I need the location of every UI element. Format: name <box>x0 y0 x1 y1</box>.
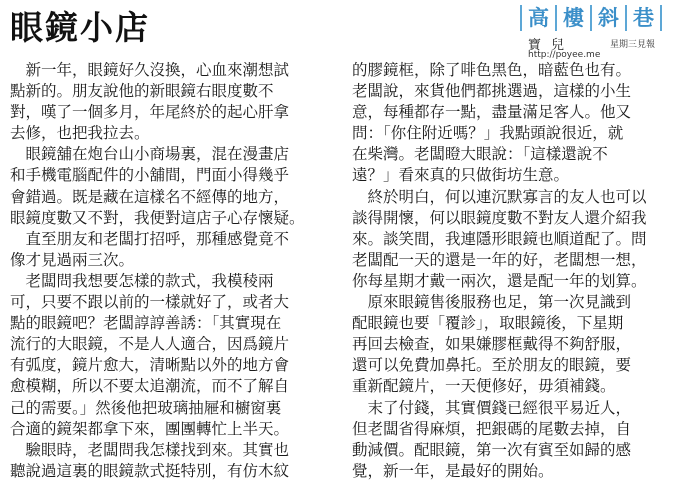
author-url: http://poyee.me <box>528 50 601 60</box>
text-line: 流行的大眼鏡，不是人人適合，因爲鏡片 <box>10 335 290 354</box>
column-name-char: 斜 <box>598 6 619 30</box>
text-line: 再回去檢查，如果嫌膠框戴得不夠舒服， <box>352 335 632 354</box>
text-line: 配眼鏡也要「覆診」，取眼鏡後，下星期 <box>352 314 624 333</box>
right-text-column <box>352 60 676 482</box>
text-line: 點新的。朋友說他的新眼鏡右眼度數不 <box>10 82 274 101</box>
text-line: 來。談笑間，我連隱形眼鏡也順道配了。問 <box>352 229 647 248</box>
text-line: 直至朋友和老闆打招呼，那種感覺竟不 <box>10 229 290 248</box>
column-name-char: 樓 <box>563 6 584 30</box>
text-line: 談得開懷，何以眼鏡度數不對友人還介紹我 <box>352 208 647 227</box>
text-line: 老闆配一天的還是一年的好，老闆想一想， <box>352 250 647 269</box>
column-divider <box>590 5 592 31</box>
text-line: 終於明白，何以連沉默寡言的友人也可以 <box>352 187 647 206</box>
text-line: 有弧度，鏡片愈大，清晰點以外的地方會 <box>10 356 290 375</box>
text-line: 老闆問我想要怎樣的款式，我模稜兩 <box>10 271 274 290</box>
text-line: 問：「你住附近嗎？」我點頭說很近，就 <box>352 124 624 143</box>
column-name <box>514 4 668 32</box>
text-line: 驗眼時，老闆問我怎樣找到來。其實也 <box>10 440 290 459</box>
text-line: 末了付錢，其實價錢已經很平易近人， <box>352 398 632 417</box>
text-line: 但老闆省得麻煩，把銀碼的尾數去掉，自 <box>352 419 632 438</box>
column-divider <box>660 5 662 31</box>
text-line: 意，每種都存一點，盡量滿足客人。他又 <box>352 103 632 122</box>
text-line: 你每星期才戴一兩次，還是配一年的划算。 <box>352 271 647 290</box>
text-line: 去修，也把我拉去。 <box>10 124 150 143</box>
text-line: 合適的鏡架都拿下來，團團轉忙上半天。 <box>10 419 290 438</box>
text-line: 和手機電腦配件的小舖間，門面小得幾乎 <box>10 166 290 185</box>
text-line: 點的眼鏡吧？老闆諄諄善誘：「其實現在 <box>10 314 282 333</box>
column-divider <box>625 5 627 31</box>
text-line: 還可以免費加鼻托。至於朋友的眼鏡，要 <box>352 356 632 375</box>
column-name-char: 巷 <box>633 6 654 30</box>
text-line: 老闆說，來貨他們都挑選過，這樣的小生 <box>352 82 632 101</box>
text-line: 覺，新一年，是最好的開始。 <box>352 461 554 480</box>
text-line: 可，只要不跟以前的一樣就好了，或者大 <box>10 293 290 312</box>
publish-schedule: 星期三見報 <box>610 40 656 50</box>
text-line: 的膠鏡框，除了啡色黑色，暗藍色也有。 <box>352 61 632 79</box>
column-divider <box>520 5 522 31</box>
left-text-column <box>10 60 334 482</box>
text-line: 對，嘆了一個多月，年尾終於的起心肝拿 <box>10 103 290 122</box>
text-line: 像才見過兩三次。 <box>10 250 135 269</box>
author-byline: 寶兒 <box>528 38 575 53</box>
text-line: 重新配鏡片，一天便修好，毋須補錢。 <box>352 377 616 396</box>
text-line: 動減價。配眼鏡，第一次有賓至如歸的感 <box>352 440 632 459</box>
text-line: 愈模糊，所以不要太追潮流，而不了解自 <box>10 377 290 396</box>
column-divider <box>555 5 557 31</box>
text-line: 眼鏡舖在炮台山小商場裏，混在漫畫店 <box>10 145 290 164</box>
text-line: 會錯過。既是藏在這樣名不經傳的地方， <box>10 187 290 206</box>
text-line: 眼鏡度數又不對，我便對這店子心存懷疑。 <box>10 208 305 227</box>
text-line: 遠？」看來真的只做街坊生意。 <box>352 166 570 185</box>
text-line: 聽說過這裏的眼鏡款式挺特別，有仿木紋 <box>10 461 290 480</box>
text-line: 原來眼鏡售後服務也足，第一次見識到 <box>352 293 632 312</box>
text-line: 己的需要。」然後他把玻璃抽屜和櫥窗裏 <box>10 398 282 417</box>
article-title: 眼鏡小店 <box>10 8 150 47</box>
column-name-char: 高 <box>528 6 549 30</box>
text-line: 在柴灣。老闆瞪大眼說：「這樣還說不 <box>352 145 608 164</box>
text-line: 新一年，眼鏡好久沒換，心血來潮想試 <box>10 61 290 79</box>
